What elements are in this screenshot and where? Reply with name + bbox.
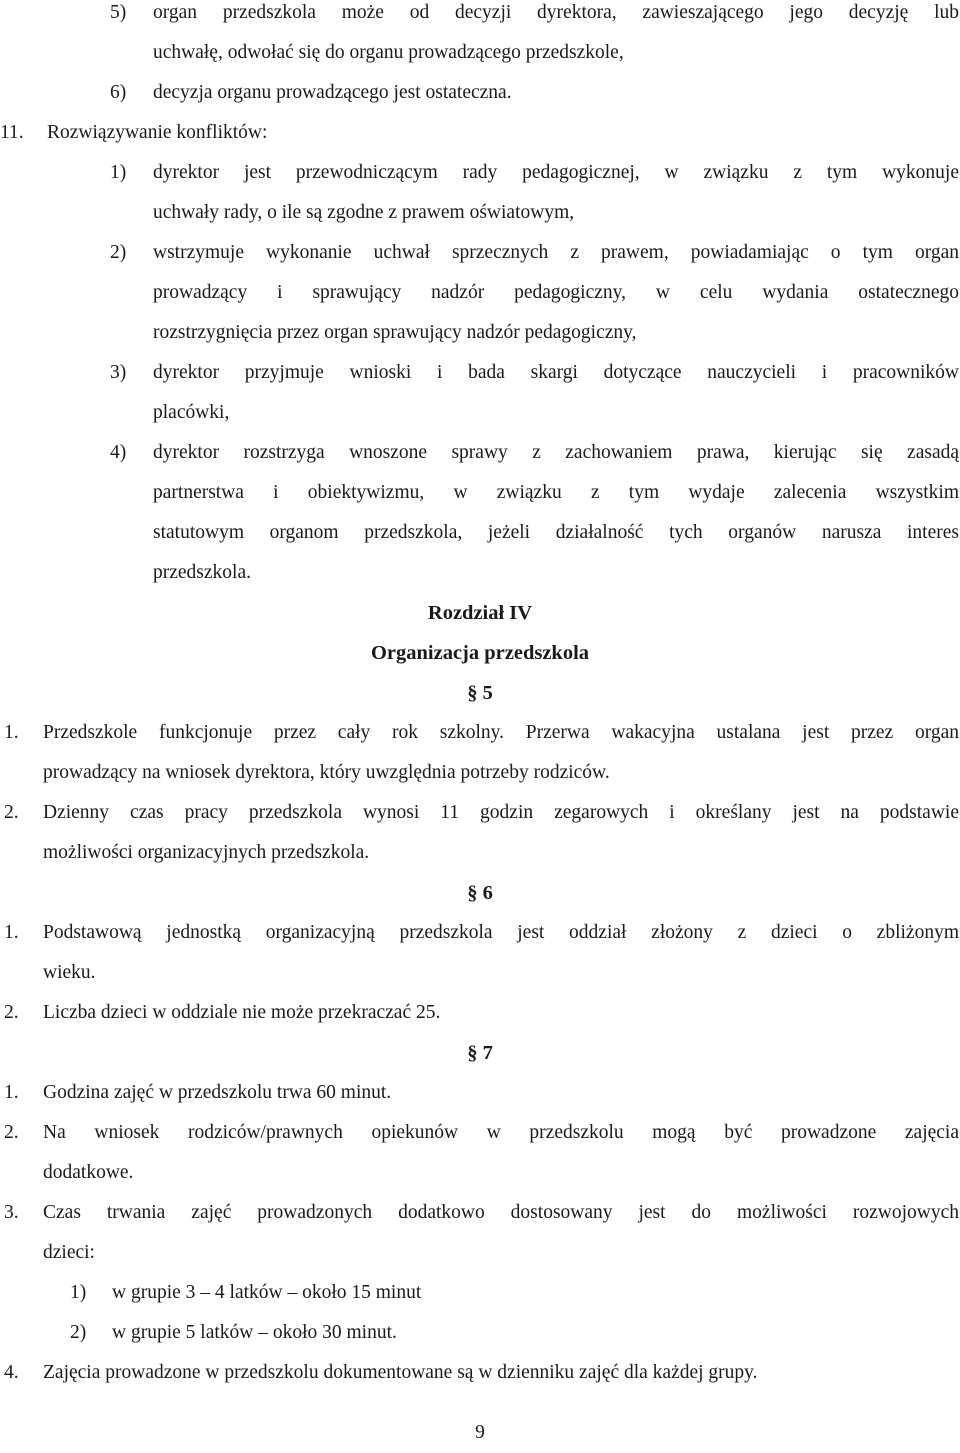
section-number: 1. (4, 922, 19, 943)
paragraph-line: Godzina zajęć w przedszkolu trwa 60 minut. (43, 1082, 392, 1103)
paragraph-line: uchwały rady, o ile są zgodne z prawem oświatowym, (153, 202, 575, 223)
paragraph-line: Dzienny czas pracy przedszkola wynosi 11 godzin zegarowych i określany jest na podstawie (43, 802, 959, 823)
list-number: 2) (110, 242, 127, 263)
section-number: 4. (4, 1362, 19, 1383)
paragraph-line: dyrektor rozstrzyga wnoszone sprawy z zachowaniem prawa, kierując się zasadą (153, 442, 959, 463)
paragraph-line: Podstawową jednostką organizacyjną przedszkola jest oddział złożony z dzieci o zbliżonym (43, 922, 959, 943)
paragraph-line: Zajęcia prowadzone w przedszkolu dokumentowane są w dzienniku zajęć dla każdej grupy. (43, 1362, 758, 1383)
paragraph-line: prowadzący i sprawujący nadzór pedagogiczny, w celu wydania ostatecznego (153, 282, 959, 303)
section-number: 2. (4, 1122, 19, 1143)
list-number: 1) (70, 1282, 87, 1303)
paragraph-line: w grupie 5 latków – około 30 minut. (112, 1322, 397, 1343)
section-number: 2. (4, 1002, 19, 1023)
section-number: 11. (0, 122, 24, 143)
paragraph-line: Przedszkole funkcjonuje przez cały rok szkolny. Przerwa wakacyjna ustalana jest przez organ (43, 722, 959, 743)
page-number: 9 (475, 1422, 485, 1443)
list-number: 2) (70, 1322, 87, 1343)
paragraph-symbol-7: § 7 (467, 1042, 493, 1064)
paragraph-line: organ przedszkola może od decyzji dyrektora, zawieszającego jego decyzję lub (153, 2, 959, 23)
paragraph-line: dzieci: (43, 1242, 95, 1263)
chapter-title: Rozdział IV (427, 602, 533, 624)
chapter-subtitle: Organizacja przedszkola (370, 642, 590, 664)
paragraph-line: placówki, (153, 402, 230, 423)
section-number: 2. (4, 802, 19, 823)
list-number: 3) (110, 362, 127, 383)
paragraph-line: Rozwiązywanie konfliktów: (47, 122, 268, 143)
paragraph-line: wieku. (43, 962, 96, 983)
paragraph-line: dyrektor przyjmuje wnioski i bada skargi dotyczące nauczycieli i pracowników (153, 362, 959, 383)
paragraph-line: Liczba dzieci w oddziale nie może przekraczać 25. (43, 1002, 441, 1023)
list-number: 5) (110, 2, 127, 23)
paragraph-line: uchwałę, odwołać się do organu prowadzącego przedszkole, (153, 42, 624, 63)
paragraph-line: przedszkola. (153, 562, 251, 583)
paragraph-line: dodatkowe. (43, 1162, 134, 1183)
paragraph-line: decyzja organu prowadzącego jest ostateczna. (153, 82, 512, 103)
paragraph-line: wstrzymuje wykonanie uchwał sprzecznych z prawem, powiadamiając o tym organ (153, 242, 959, 263)
section-number: 3. (4, 1202, 19, 1223)
list-number: 1) (110, 162, 127, 183)
paragraph-line: statutowym organom przedszkola, jeżeli działalność tych organów narusza interes (153, 522, 959, 543)
paragraph-line: w grupie 3 – 4 latków – około 15 minut (112, 1282, 422, 1303)
paragraph-line: partnerstwa i obiektywizmu, w związku z tym wydaje zalecenia wszystkim (153, 482, 959, 503)
paragraph-line: możliwości organizacyjnych przedszkola. (43, 842, 370, 863)
paragraph-symbol-6: § 6 (467, 882, 493, 904)
section-number: 1. (4, 1082, 19, 1103)
paragraph-symbol-5: § 5 (467, 682, 493, 704)
list-number: 4) (110, 442, 127, 463)
paragraph-line: dyrektor jest przewodniczącym rady pedagogicznej, w związku z tym wykonuje (153, 162, 959, 183)
paragraph-line: rozstrzygnięcia przez organ sprawujący nadzór pedagogiczny, (153, 322, 637, 343)
section-number: 1. (4, 722, 19, 743)
paragraph-line: Czas trwania zajęć prowadzonych dodatkowo dostosowany jest do możliwości rozwojowych (43, 1202, 959, 1223)
paragraph-line: Na wniosek rodziców/prawnych opiekunów w przedszkolu mogą być prowadzone zajęcia (43, 1122, 959, 1143)
paragraph-line: prowadzący na wniosek dyrektora, który uwzględnia potrzeby rodziców. (43, 762, 610, 783)
list-number: 6) (110, 82, 127, 103)
